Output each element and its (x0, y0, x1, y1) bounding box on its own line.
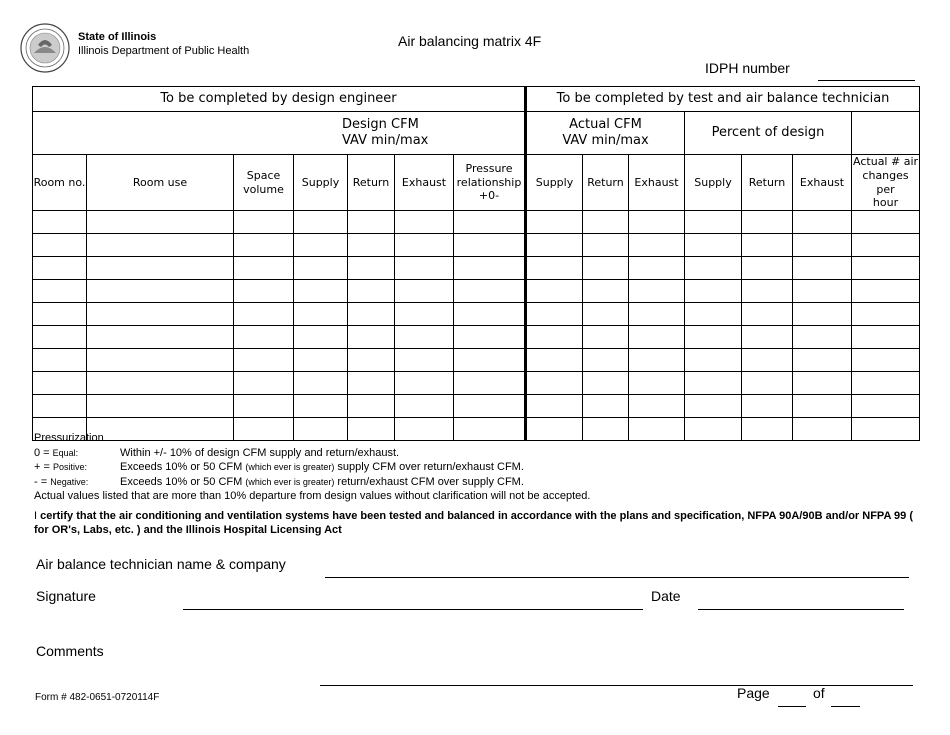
table-row (33, 280, 920, 303)
entry-cell[interactable] (629, 418, 685, 441)
table-row (33, 234, 920, 257)
entry-cell[interactable] (742, 326, 793, 349)
entry-cell[interactable] (454, 234, 526, 257)
entry-cell[interactable] (294, 257, 348, 280)
entry-cell[interactable] (526, 257, 583, 280)
comments-label: Comments (36, 643, 104, 659)
entry-cell[interactable] (234, 372, 294, 395)
entry-cell[interactable] (583, 326, 629, 349)
note-positive: + = Positive: Exceeds 10% or 50 CFM (which ever is greater) supply CFM over return/exhaust CFM. (34, 461, 524, 474)
entry-cell[interactable] (234, 303, 294, 326)
entry-cell[interactable] (685, 280, 742, 303)
entry-cell[interactable] (685, 372, 742, 395)
entry-cell[interactable] (793, 326, 852, 349)
table-row (33, 395, 920, 418)
date-field[interactable] (698, 609, 904, 610)
entry-cell[interactable] (793, 234, 852, 257)
entry-cell[interactable] (395, 349, 454, 372)
entry-cell[interactable] (294, 234, 348, 257)
table-row (33, 257, 920, 280)
idph-number-label: IDPH number (705, 60, 790, 76)
design-cfm-header: Design CFM VAV min/max (33, 112, 526, 155)
entry-cell[interactable] (454, 372, 526, 395)
entry-cell[interactable] (87, 372, 234, 395)
entry-cell[interactable] (234, 211, 294, 234)
entry-cell[interactable] (629, 326, 685, 349)
entry-cell[interactable] (685, 349, 742, 372)
entry-cell[interactable] (348, 326, 395, 349)
entry-cell[interactable] (629, 211, 685, 234)
signature-field[interactable] (183, 609, 643, 610)
technician-name-field[interactable] (325, 577, 909, 578)
col-air-changes: Actual # air changes per hour (853, 155, 919, 210)
table-row (33, 211, 920, 234)
entry-cell[interactable] (33, 303, 87, 326)
signature-label: Signature (36, 588, 96, 604)
entry-cell[interactable] (234, 257, 294, 280)
entry-cell[interactable] (87, 326, 234, 349)
state-seal-icon (20, 23, 70, 73)
entry-cell[interactable] (583, 257, 629, 280)
entry-cell[interactable] (629, 280, 685, 303)
entry-cell[interactable] (793, 418, 852, 441)
entry-cell[interactable] (395, 372, 454, 395)
entry-cell[interactable] (87, 234, 234, 257)
entry-cell[interactable] (583, 349, 629, 372)
col-room-use: Room use (87, 155, 234, 211)
form-title: Air balancing matrix 4F (398, 33, 542, 49)
entry-cell[interactable] (793, 280, 852, 303)
entry-cell[interactable] (852, 280, 920, 303)
page-label: Page (737, 685, 770, 701)
pressurization-notes (34, 431, 590, 504)
entry-cell[interactable] (33, 349, 87, 372)
actual-cfm-header: Actual CFM VAV min/max (526, 112, 685, 155)
entry-cell[interactable] (294, 303, 348, 326)
percent-design-header: Percent of design (685, 112, 852, 155)
entry-cell[interactable] (685, 303, 742, 326)
entry-cell[interactable] (852, 418, 920, 441)
entry-cell[interactable] (685, 418, 742, 441)
state-name: State of Illinois (78, 31, 157, 43)
entry-cell[interactable] (348, 234, 395, 257)
entry-cell[interactable] (742, 418, 793, 441)
entry-cell[interactable] (234, 280, 294, 303)
table-row (33, 326, 920, 349)
entry-cell[interactable] (348, 303, 395, 326)
entry-cell[interactable] (742, 303, 793, 326)
entry-cell[interactable] (234, 395, 294, 418)
entry-cell[interactable] (629, 372, 685, 395)
table-row (33, 303, 920, 326)
entry-cell[interactable] (583, 211, 629, 234)
entry-cell[interactable] (852, 326, 920, 349)
entry-cell[interactable] (793, 372, 852, 395)
entry-cell[interactable] (348, 372, 395, 395)
date-label: Date (651, 588, 681, 604)
col-design-exhaust: Exhaust (395, 155, 454, 211)
entry-cell[interactable] (583, 234, 629, 257)
air-balancing-table (32, 86, 920, 441)
entry-cell[interactable] (33, 211, 87, 234)
entry-cell[interactable] (87, 257, 234, 280)
col-actual-exhaust: Exhaust (629, 155, 685, 211)
entry-cell[interactable] (348, 257, 395, 280)
entry-cell[interactable] (33, 234, 87, 257)
entry-cell[interactable] (348, 280, 395, 303)
entry-cell[interactable] (742, 234, 793, 257)
entry-cell[interactable] (526, 326, 583, 349)
entry-cell[interactable] (793, 395, 852, 418)
entry-cell[interactable] (33, 395, 87, 418)
entry-cell[interactable] (395, 280, 454, 303)
entry-cell[interactable] (685, 395, 742, 418)
entry-cell[interactable] (294, 395, 348, 418)
entry-cell[interactable] (685, 257, 742, 280)
col-actual-supply: Supply (526, 155, 583, 211)
of-label: of (813, 685, 825, 701)
entry-cell[interactable] (454, 326, 526, 349)
entry-cell[interactable] (742, 257, 793, 280)
entry-cell[interactable] (583, 372, 629, 395)
entry-cell[interactable] (348, 395, 395, 418)
entry-cell[interactable] (793, 211, 852, 234)
technician-header: To be completed by test and air balance technician (526, 87, 920, 112)
col-design-return: Return (348, 155, 395, 211)
entry-cell[interactable] (33, 257, 87, 280)
entry-cell[interactable] (852, 234, 920, 257)
entry-cell[interactable] (742, 349, 793, 372)
col-room-no: Room no. (33, 155, 87, 211)
entry-cell[interactable] (33, 372, 87, 395)
entry-cell[interactable] (629, 303, 685, 326)
entry-cell[interactable] (852, 372, 920, 395)
entry-cell[interactable] (852, 395, 920, 418)
entry-cell[interactable] (629, 257, 685, 280)
col-design-supply: Supply (294, 155, 348, 211)
entry-cell[interactable] (454, 211, 526, 234)
entry-cell[interactable] (348, 349, 395, 372)
entry-cell[interactable] (793, 303, 852, 326)
entry-cell[interactable] (454, 303, 526, 326)
note-negative: - = Negative: Exceeds 10% or 50 CFM (which ever is greater) return/exhaust CFM over supply CFM. (34, 475, 524, 488)
entry-cell[interactable] (454, 349, 526, 372)
entry-cell[interactable] (526, 372, 583, 395)
col-percent-exhaust: Exhaust (793, 155, 852, 211)
entry-cell[interactable] (852, 211, 920, 234)
entry-cell[interactable] (87, 303, 234, 326)
entry-cell[interactable] (294, 280, 348, 303)
department-name: Illinois Department of Public Health (78, 45, 250, 57)
entry-cell[interactable] (234, 349, 294, 372)
entry-cell[interactable] (454, 257, 526, 280)
entry-cell[interactable] (234, 326, 294, 349)
entry-cell[interactable] (685, 234, 742, 257)
design-engineer-header: To be completed by design engineer (33, 87, 526, 112)
entry-cell[interactable] (629, 234, 685, 257)
entry-cell[interactable] (234, 234, 294, 257)
entry-cell[interactable] (629, 395, 685, 418)
technician-name-label: Air balance technician name & company (36, 556, 286, 572)
entry-cell[interactable] (742, 395, 793, 418)
blank-header-cell (852, 112, 920, 155)
entry-cell[interactable] (583, 280, 629, 303)
entry-cell[interactable] (395, 395, 454, 418)
actual-values-note: Actual values listed that are more than 10% departure from design values without clarification will not be accepted. (34, 490, 591, 503)
entry-cell[interactable] (852, 257, 920, 280)
col-percent-return: Return (742, 155, 793, 211)
entry-cell[interactable] (793, 257, 852, 280)
entry-cell[interactable] (87, 211, 234, 234)
entry-cell[interactable] (454, 280, 526, 303)
table-row (33, 372, 920, 395)
entry-cell[interactable] (852, 349, 920, 372)
entry-cell[interactable] (33, 280, 87, 303)
entry-cell[interactable] (685, 326, 742, 349)
col-actual-return: Return (583, 155, 629, 211)
entry-cell[interactable] (742, 211, 793, 234)
col-space-volume: Space volume (234, 155, 294, 211)
entry-cell[interactable] (87, 395, 234, 418)
col-pressure-relationship: Pressure relationship +0- (454, 155, 526, 211)
form-number: Form # 482-0651-0720114F (35, 692, 160, 703)
entry-cell[interactable] (294, 372, 348, 395)
entry-cell[interactable] (395, 257, 454, 280)
col-percent-supply: Supply (685, 155, 742, 211)
table-row (33, 349, 920, 372)
entry-cell[interactable] (454, 395, 526, 418)
idph-number-field[interactable] (818, 80, 915, 81)
entry-cell[interactable] (526, 349, 583, 372)
entry-cell[interactable] (526, 303, 583, 326)
note-equal: 0 = Equal: Within +/- 10% of design CFM supply and return/exhaust. (34, 446, 400, 459)
page-number-field[interactable] (778, 706, 806, 707)
entry-cell[interactable] (87, 349, 234, 372)
page-total-field[interactable] (831, 706, 860, 707)
entry-cell[interactable] (583, 303, 629, 326)
pressurization-heading: Pressurization (34, 432, 104, 444)
entry-cell[interactable] (526, 280, 583, 303)
entry-cell[interactable] (395, 234, 454, 257)
entry-cell[interactable] (629, 349, 685, 372)
entry-cell[interactable] (348, 211, 395, 234)
entry-cell[interactable] (742, 280, 793, 303)
certification-statement: I certify that the air conditioning and ventilation systems have been tested and balanced in accordance with the plans and specification, NFPA 90A/90B and/or NFPA 99 ( for OR's, Labs, etc. ) and the Illinois Hospital Licensing Act (34, 510, 913, 536)
entry-cell[interactable] (395, 326, 454, 349)
entry-cell[interactable] (583, 395, 629, 418)
entry-cell[interactable] (852, 303, 920, 326)
entry-cell[interactable] (294, 211, 348, 234)
entry-cell[interactable] (526, 211, 583, 234)
entry-cell[interactable] (793, 349, 852, 372)
entry-cell[interactable] (33, 326, 87, 349)
entry-cell[interactable] (294, 326, 348, 349)
entry-cell[interactable] (294, 349, 348, 372)
entry-cell[interactable] (526, 234, 583, 257)
entry-cell[interactable] (526, 395, 583, 418)
entry-cell[interactable] (742, 372, 793, 395)
entry-cell[interactable] (685, 211, 742, 234)
entry-cell[interactable] (87, 280, 234, 303)
entry-cell[interactable] (395, 303, 454, 326)
entry-cell[interactable] (395, 211, 454, 234)
